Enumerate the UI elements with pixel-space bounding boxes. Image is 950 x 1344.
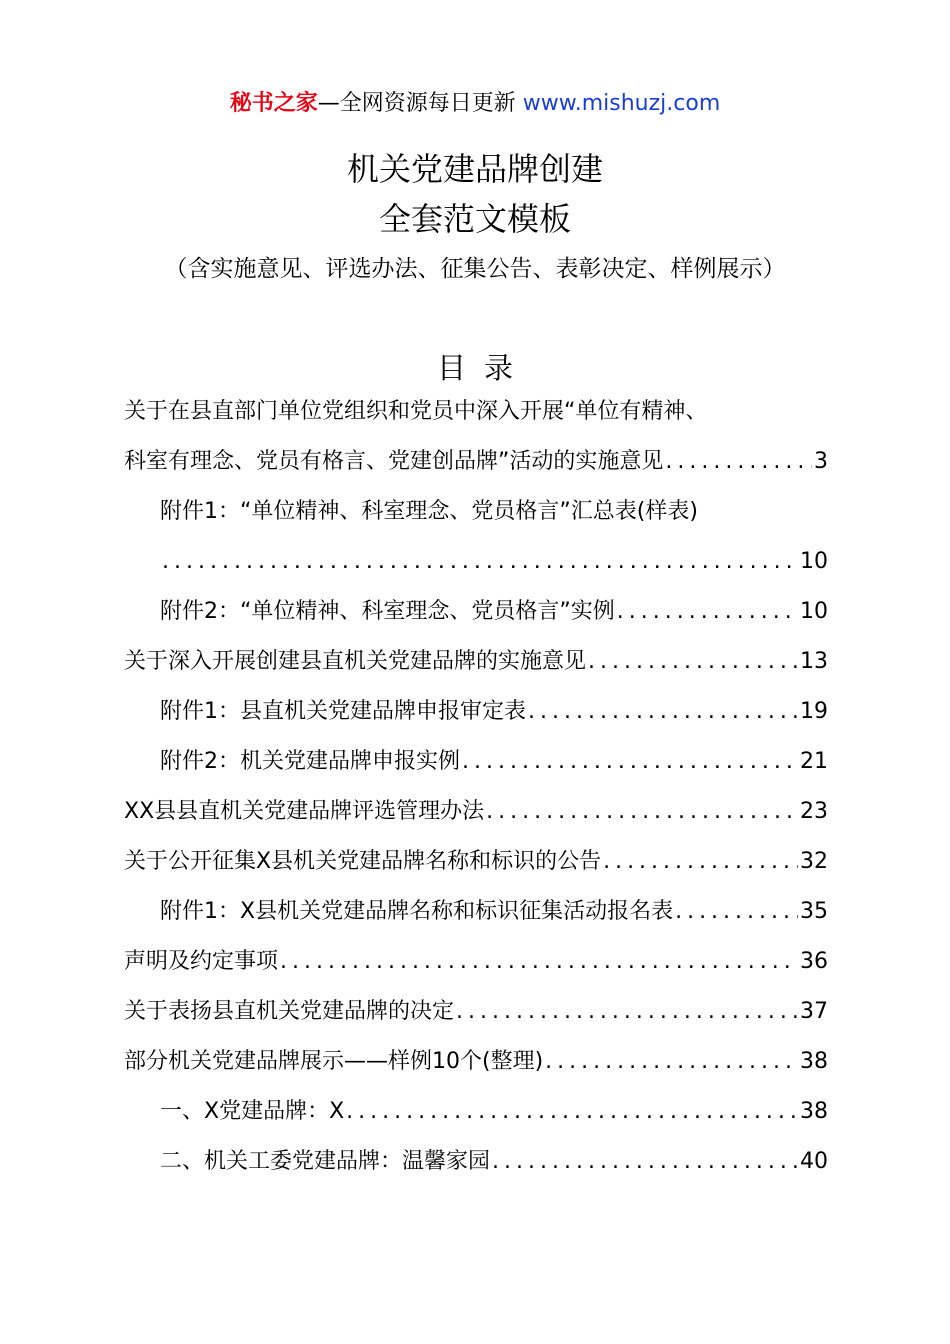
- site-url-link[interactable]: www.mishuzj.com: [522, 91, 721, 116]
- toc-entry-title: 部分机关党建品牌展示——样例10个(整理): [124, 1049, 544, 1074]
- toc-leader-dots: [588, 644, 798, 680]
- toc-leader-dots: [462, 744, 798, 780]
- toc-leader-dots: [665, 444, 812, 480]
- toc-leader-dots: [280, 944, 798, 980]
- toc-entry-page: 40: [800, 1149, 828, 1174]
- toc-leader-dots: [162, 544, 798, 580]
- toc-leader-dots: [617, 594, 798, 630]
- toc-entry-title: 二、机关工委党建品牌：温馨家园: [160, 1149, 491, 1174]
- toc-leader-dots: [603, 844, 798, 880]
- toc-entry-page: 36: [800, 949, 828, 974]
- toc-leader-dots: [456, 994, 798, 1030]
- toc-entry-title: 关于深入开展创建县直机关党建品牌的实施意见: [124, 649, 587, 674]
- toc-entry-title: 关于表扬县直机关党建品牌的决定: [124, 999, 455, 1024]
- toc-heading: 目录: [436, 351, 531, 385]
- toc-entry-page: 21: [800, 749, 828, 774]
- toc-entry[interactable]: [160, 744, 828, 780]
- toc-entry[interactable]: [124, 1044, 828, 1080]
- header-tagline: —全网资源每日更新: [317, 91, 516, 116]
- toc-entry-title: 声明及约定事项: [124, 949, 279, 974]
- toc-leader-dots: [486, 794, 798, 830]
- toc-entry-page: 23: [800, 799, 828, 824]
- toc-entry-title: 附件2：“单位精神、科室理念、党员格言”实例: [160, 599, 615, 624]
- toc-entry[interactable]: [160, 1094, 828, 1130]
- toc-entry-page: 10: [800, 549, 828, 574]
- toc-entry[interactable]: [124, 644, 828, 680]
- toc-entry-page: 10: [800, 599, 828, 624]
- toc-entry[interactable]: [124, 794, 828, 830]
- toc-entry-page: 19: [800, 699, 828, 724]
- toc-entry[interactable]: [124, 944, 828, 980]
- toc-leader-dots: [528, 694, 798, 730]
- toc-entry[interactable]: [124, 994, 828, 1030]
- toc-entry-title: 科室有理念、党员有格言、党建创品牌”活动的实施意见: [124, 449, 664, 474]
- toc-entry-title: XX县县直机关党建品牌评选管理办法: [124, 799, 485, 824]
- toc-entry-page: 3: [814, 449, 828, 474]
- brand-name: 秘书之家: [229, 91, 318, 116]
- toc-entry[interactable]: [124, 844, 828, 880]
- toc-leader-dots: [675, 894, 798, 930]
- toc-entry-title: 附件1：X县机关党建品牌名称和标识征集活动报名表: [160, 899, 674, 924]
- toc-entry-title: 附件1：县直机关党建品牌申报审定表: [160, 699, 526, 724]
- toc-entry-title: 关于公开征集X县机关党建品牌名称和标识的公告: [124, 849, 602, 874]
- toc-entry-page: 38: [800, 1049, 828, 1074]
- toc-entry-title: 一、X党建品牌：X: [160, 1099, 345, 1124]
- toc-entry-title: 附件2：机关党建品牌申报实例: [160, 749, 460, 774]
- toc-leader-dots: [545, 1044, 798, 1080]
- toc-entry-page: 37: [800, 999, 828, 1024]
- toc-entry[interactable]: [160, 594, 828, 630]
- toc-entry-page: 13: [800, 649, 828, 674]
- toc-entry[interactable]: [160, 1144, 828, 1180]
- toc-entry[interactable]: [160, 544, 828, 580]
- toc-entry-title: 附件1：“单位精神、科室理念、党员格言”汇总表(样表): [160, 499, 698, 524]
- toc-leader-dots: [492, 1144, 798, 1180]
- toc-entry[interactable]: [160, 494, 828, 530]
- toc-entry[interactable]: [124, 444, 828, 480]
- toc-entry[interactable]: [160, 694, 828, 730]
- toc-leader-dots: [346, 1094, 798, 1130]
- toc-entry-page: 38: [800, 1099, 828, 1124]
- toc-entry-title: 关于在县直部门单位党组织和党员中深入开展“单位有精神、: [124, 399, 708, 424]
- toc-entry-page: 32: [800, 849, 828, 874]
- toc-entry[interactable]: [160, 894, 828, 930]
- document-subtitle: （含实施意见、评选办法、征集公告、表彰决定、样例展示）: [164, 256, 786, 282]
- toc-entry[interactable]: [124, 394, 828, 430]
- toc-entry-page: 35: [800, 899, 828, 924]
- document-title-line1: 机关党建品牌创建: [346, 150, 603, 188]
- site-header: [0, 88, 950, 120]
- document-title-line2: 全套范文模板: [378, 200, 571, 238]
